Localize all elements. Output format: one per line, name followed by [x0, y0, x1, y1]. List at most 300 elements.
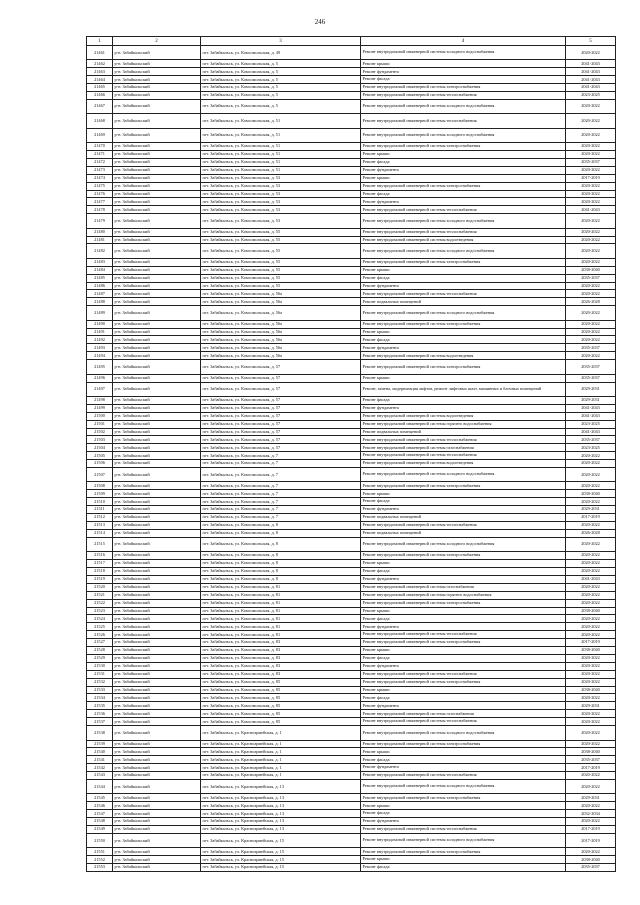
table-row	[87, 344, 616, 352]
municipality-cell: р-н. Забайкальский	[113, 599, 201, 607]
table-row	[87, 756, 616, 764]
table-row	[87, 537, 616, 551]
period-cell: 2020-2022	[566, 498, 616, 506]
table-row	[87, 802, 616, 810]
address-cell: пгт. Забайкальск, ул. Комсомольская, д. 7	[201, 482, 361, 490]
row-number-cell: 21489	[87, 306, 113, 320]
row-number-cell: 21483	[87, 258, 113, 266]
table-row	[87, 482, 616, 490]
row-number-cell: 21516	[87, 552, 113, 560]
row-number-cell: 21500	[87, 412, 113, 420]
row-number-cell: 21473	[87, 166, 113, 174]
municipality-cell: р-н. Забайкальский	[113, 214, 201, 228]
municipality-cell: р-н. Забайкальский	[113, 748, 201, 756]
work-type-cell: Ремонт внутридомовой инженерной системы водоотведения	[361, 412, 566, 420]
table-row	[87, 726, 616, 740]
period-cell: 2017-2019	[566, 764, 616, 772]
period-cell: 2038-2040	[566, 490, 616, 498]
work-type-cell: Ремонт фасада	[361, 190, 566, 198]
table-row	[87, 198, 616, 206]
period-cell: 2020-2022	[566, 198, 616, 206]
period-cell: 2020-2022	[566, 143, 616, 151]
municipality-cell: р-н. Забайкальский	[113, 290, 201, 298]
table-row	[87, 460, 616, 468]
row-number-cell: 21490	[87, 320, 113, 328]
address-cell: пгт. Забайкальск, ул. Комсомольская, д. 83	[201, 639, 361, 647]
municipality-cell: р-н. Забайкальский	[113, 228, 201, 236]
period-cell: 2038-2040	[566, 607, 616, 615]
work-type-cell: Ремонт фундамента	[361, 166, 566, 174]
row-number-cell: 21506	[87, 460, 113, 468]
row-number-cell: 21505	[87, 452, 113, 460]
row-number-cell: 21486	[87, 282, 113, 290]
table-row	[87, 575, 616, 583]
period-cell: 2020-2022	[566, 818, 616, 826]
row-number-cell: 21498	[87, 396, 113, 404]
address-cell: пгт. Забайкальск, ул. Комсомольская, д. 56а	[201, 290, 361, 298]
municipality-cell: р-н. Забайкальский	[113, 810, 201, 818]
address-cell: пгт. Забайкальск, ул. Комсомольская, д. 7	[201, 498, 361, 506]
municipality-cell: р-н. Забайкальский	[113, 412, 201, 420]
table-row	[87, 452, 616, 460]
work-type-cell: Ремонт внутридомовой инженерной системы электроснабжения	[361, 258, 566, 266]
row-number-cell: 21531	[87, 670, 113, 678]
table-row	[87, 374, 616, 382]
row-number-cell: 21521	[87, 591, 113, 599]
address-cell: пгт. Забайкальск, ул. Комсомольская, д. 7	[201, 460, 361, 468]
address-cell: пгт. Забайкальск, ул. Комсомольская, д. 83	[201, 662, 361, 670]
work-type-cell: Ремонт внутридомовой инженерной системы холодного водоснабжения	[361, 128, 566, 142]
period-cell: 2020-2022	[566, 128, 616, 142]
period-cell: 2020-2022	[566, 560, 616, 568]
table-row	[87, 607, 616, 615]
work-type-cell: Ремонт внутридомовой инженерной системы холодного водоснабжения	[361, 468, 566, 482]
table-row	[87, 826, 616, 834]
table-row	[87, 848, 616, 856]
row-number-cell: 21504	[87, 444, 113, 452]
table-row	[87, 686, 616, 694]
municipality-cell: р-н. Забайкальский	[113, 591, 201, 599]
address-cell: пгт. Забайкальск, ул. Комсомольская, д. 7	[201, 452, 361, 460]
work-type-cell: Ремонт внутридомовой инженерной системы электроснабжения	[361, 84, 566, 92]
address-cell: пгт. Забайкальск, ул. Комсомольская, д. 83	[201, 670, 361, 678]
table-row	[87, 498, 616, 506]
municipality-cell: р-н. Забайкальский	[113, 114, 201, 128]
period-cell: 2041-2043	[566, 412, 616, 420]
period-cell: 2020-2022	[566, 190, 616, 198]
address-cell: пгт. Забайкальск, ул. Комсомольская, д. 57	[201, 420, 361, 428]
work-type-cell: Ремонт внутридомовой инженерной системы газоснабжения	[361, 583, 566, 591]
work-type-cell: Ремонт внутридомовой инженерной системы теплоснабжения	[361, 452, 566, 460]
work-type-cell: Ремонт крыши	[361, 328, 566, 336]
address-cell: пгт. Забайкальск, ул. Комсомольская, д. 81	[201, 599, 361, 607]
row-number-cell: 21540	[87, 748, 113, 756]
table-row	[87, 490, 616, 498]
period-cell: 2038-2040	[566, 686, 616, 694]
row-number-cell: 21476	[87, 190, 113, 198]
table-row	[87, 128, 616, 142]
work-type-cell: Ремонт фундамента	[361, 506, 566, 514]
row-number-cell: 21496	[87, 374, 113, 382]
address-cell: пгт. Забайкальск, ул. Комсомольская, д. 57	[201, 412, 361, 420]
period-cell: 2038-2040	[566, 266, 616, 274]
work-type-cell: Ремонт крыши	[361, 266, 566, 274]
row-number-cell: 21497	[87, 382, 113, 396]
address-cell: пгт. Забайкальск, ул. Комсомольская, д. 81	[201, 607, 361, 615]
table-row	[87, 856, 616, 864]
municipality-cell: р-н. Забайкальский	[113, 182, 201, 190]
period-cell: 2020-2022	[566, 306, 616, 320]
address-cell: пгт. Забайкальск, ул. Комсомольская, д. 51	[201, 143, 361, 151]
period-cell: 2020-2022	[566, 537, 616, 551]
period-cell: 2020-2022	[566, 282, 616, 290]
table-row	[87, 228, 616, 236]
period-cell: 2020-2022	[566, 623, 616, 631]
row-number-cell: 21525	[87, 623, 113, 631]
municipality-cell: р-н. Забайкальский	[113, 702, 201, 710]
municipality-cell: р-н. Забайкальский	[113, 864, 201, 872]
address-cell: пгт. Забайкальск, ул. Комсомольская, д. 81	[201, 583, 361, 591]
address-cell: пгт. Забайкальск, ул. Комсомольская, д. 51	[201, 114, 361, 128]
address-cell: пгт. Забайкальск, ул. Комсомольская, д. 57	[201, 404, 361, 412]
table-row	[87, 158, 616, 166]
period-cell: 2020-2022	[566, 678, 616, 686]
row-number-cell: 21517	[87, 560, 113, 568]
address-cell: пгт. Забайкальск, ул. Комсомольская, д. 5	[201, 76, 361, 84]
period-cell: 2041-2043	[566, 76, 616, 84]
row-number-cell: 21465	[87, 84, 113, 92]
table-row	[87, 298, 616, 306]
table-row	[87, 412, 616, 420]
address-cell: пгт. Забайкальск, ул. Комсомольская, д. 56а	[201, 344, 361, 352]
row-number-cell: 21494	[87, 352, 113, 360]
table-row	[87, 282, 616, 290]
period-cell: 2017-2019	[566, 833, 616, 847]
municipality-cell: р-н. Забайкальский	[113, 718, 201, 726]
period-cell: 2023-2025	[566, 444, 616, 452]
period-cell: 2017-2019	[566, 639, 616, 647]
work-type-cell: Ремонт внутридомовой инженерной системы электроснабжения	[361, 848, 566, 856]
row-number-cell: 21487	[87, 290, 113, 298]
work-type-cell: Ремонт внутридомовой инженерной системы теплоснабжения	[361, 436, 566, 444]
work-type-cell: Ремонт фасада	[361, 654, 566, 662]
row-number-cell: 21467	[87, 99, 113, 113]
work-type-cell: Ремонт фасада	[361, 396, 566, 404]
municipality-cell: р-н. Забайкальский	[113, 174, 201, 182]
row-number-cell: 21553	[87, 864, 113, 872]
row-number-cell: 21547	[87, 810, 113, 818]
municipality-cell: р-н. Забайкальский	[113, 320, 201, 328]
municipality-cell: р-н. Забайкальский	[113, 404, 201, 412]
municipality-cell: р-н. Забайкальский	[113, 490, 201, 498]
period-cell: 2035-2037	[566, 158, 616, 166]
work-type-cell: Ремонт крыши	[361, 856, 566, 864]
row-number-cell: 21541	[87, 756, 113, 764]
period-cell: 2026-2028	[566, 298, 616, 306]
work-type-cell: Ремонт фундамента	[361, 818, 566, 826]
work-type-cell: Ремонт фасада	[361, 756, 566, 764]
table-header-row	[87, 37, 616, 46]
work-type-cell: Ремонт фундамента	[361, 404, 566, 412]
municipality-cell: р-н. Забайкальский	[113, 298, 201, 306]
row-number-cell: 21520	[87, 583, 113, 591]
work-type-cell: Ремонт внутридомовой инженерной системы холодного водоснабжения	[361, 99, 566, 113]
address-cell: пгт. Забайкальск, ул. Комсомольская, д. 57	[201, 360, 361, 374]
municipality-cell: р-н. Забайкальский	[113, 436, 201, 444]
row-number-cell: 21462	[87, 60, 113, 68]
period-cell: 2038-2040	[566, 647, 616, 655]
address-cell: пгт. Забайкальск, ул. Комсомольская, д. 56а	[201, 336, 361, 344]
row-number-cell: 21471	[87, 151, 113, 159]
municipality-cell: р-н. Забайкальский	[113, 396, 201, 404]
address-cell: пгт. Забайкальск, ул. Красноармейская, д. 1	[201, 756, 361, 764]
work-type-cell: Ремонт внутридомовой инженерной системы теплоснабжения	[361, 206, 566, 214]
address-cell: пгт. Забайкальск, ул. Комсомольская, д. 57	[201, 436, 361, 444]
work-type-cell: Ремонт внутридомовой инженерной системы теплоснабжения	[361, 670, 566, 678]
municipality-cell: р-н. Забайкальский	[113, 552, 201, 560]
work-type-cell: Ремонт крыши	[361, 490, 566, 498]
table-row	[87, 274, 616, 282]
address-cell: пгт. Забайкальск, ул. Красноармейская, д. 15	[201, 833, 361, 847]
table-row	[87, 583, 616, 591]
period-cell: 2020-2022	[566, 151, 616, 159]
municipality-cell: р-н. Забайкальский	[113, 794, 201, 802]
table-row	[87, 214, 616, 228]
period-cell: 2035-2037	[566, 344, 616, 352]
table-row	[87, 670, 616, 678]
address-cell: пгт. Забайкальск, ул. Красноармейская, д. 1	[201, 764, 361, 772]
address-cell: пгт. Забайкальск, ул. Комсомольская, д. 81	[201, 623, 361, 631]
row-number-cell: 21503	[87, 436, 113, 444]
work-type-cell: Ремонт внутридомовой инженерной системы водоотведения	[361, 460, 566, 468]
address-cell: пгт. Забайкальск, ул. Комсомольская, д. 57	[201, 396, 361, 404]
table-row	[87, 236, 616, 244]
row-number-cell: 21519	[87, 575, 113, 583]
work-type-cell: Ремонт внутридомовой инженерной системы холодного водоснабжения	[361, 833, 566, 847]
address-cell: пгт. Забайкальск, ул. Комсомольская, д. 5	[201, 60, 361, 68]
address-cell: пгт. Забайкальск, ул. Комсомольская, д. 5	[201, 99, 361, 113]
municipality-cell: р-н. Забайкальский	[113, 274, 201, 282]
table-row	[87, 662, 616, 670]
address-cell: пгт. Забайкальск, ул. Комсомольская, д. 85	[201, 710, 361, 718]
address-cell: пгт. Забайкальск, ул. Красноармейская, д. 15	[201, 864, 361, 872]
row-number-cell: 21509	[87, 490, 113, 498]
table-row	[87, 818, 616, 826]
municipality-cell: р-н. Забайкальский	[113, 468, 201, 482]
municipality-cell: р-н. Забайкальский	[113, 521, 201, 529]
row-number-cell: 21485	[87, 274, 113, 282]
work-type-cell: Ремонт фасада	[361, 274, 566, 282]
municipality-cell: р-н. Забайкальский	[113, 514, 201, 522]
address-cell: пгт. Забайкальск, ул. Комсомольская, д. 81	[201, 615, 361, 623]
municipality-cell: р-н. Забайкальский	[113, 670, 201, 678]
address-cell: пгт. Забайкальск, ул. Комсомольская, д. 51	[201, 128, 361, 142]
municipality-cell: р-н. Забайкальский	[113, 190, 201, 198]
table-row	[87, 60, 616, 68]
table-row	[87, 174, 616, 182]
period-cell: 2029-2031	[566, 396, 616, 404]
address-cell: пгт. Забайкальск, ул. Комсомольская, д. 83	[201, 647, 361, 655]
table-row	[87, 764, 616, 772]
work-type-cell: Ремонт фундамента	[361, 662, 566, 670]
table-row	[87, 244, 616, 258]
work-type-cell: Ремонт внутридомовой инженерной системы холодного водоснабжения	[361, 726, 566, 740]
work-type-cell: Ремонт фасада	[361, 498, 566, 506]
period-cell: 2020-2022	[566, 772, 616, 780]
municipality-cell: р-н. Забайкальский	[113, 360, 201, 374]
address-cell: пгт. Забайкальск, ул. Комсомольская, д. 55	[201, 282, 361, 290]
table-body	[87, 46, 616, 872]
row-number-cell: 21511	[87, 506, 113, 514]
municipality-cell: р-н. Забайкальский	[113, 84, 201, 92]
period-cell: 2020-2022	[566, 290, 616, 298]
row-number-cell: 21495	[87, 360, 113, 374]
work-type-cell: Ремонт фасада	[361, 810, 566, 818]
work-type-cell: Ремонт внутридомовой инженерной системы водоотведения	[361, 352, 566, 360]
municipality-cell: р-н. Забайкальский	[113, 615, 201, 623]
address-cell: пгт. Забайкальск, ул. Красноармейская, д. 13	[201, 826, 361, 834]
table-row	[87, 436, 616, 444]
table-row	[87, 772, 616, 780]
row-number-cell: 21522	[87, 599, 113, 607]
period-cell: 2020-2022	[566, 352, 616, 360]
address-cell: пгт. Забайкальск, ул. Комсомольская, д. 85	[201, 686, 361, 694]
municipality-cell: р-н. Забайкальский	[113, 772, 201, 780]
work-type-cell: Ремонт фундамента	[361, 344, 566, 352]
address-cell: пгт. Забайкальск, ул. Комсомольская, д. 85	[201, 718, 361, 726]
address-cell: пгт. Забайкальск, ул. Красноармейская, д. 13	[201, 780, 361, 794]
address-cell: пгт. Забайкальск, ул. Комсомольская, д. 55	[201, 236, 361, 244]
row-number-cell: 21537	[87, 718, 113, 726]
address-cell: пгт. Забайкальск, ул. Красноармейская, д. 15	[201, 856, 361, 864]
period-cell: 2020-2022	[566, 236, 616, 244]
address-cell: пгт. Забайкальск, ул. Красноармейская, д. 1	[201, 726, 361, 740]
work-type-cell: Ремонт крыши	[361, 151, 566, 159]
municipality-cell: р-н. Забайкальский	[113, 344, 201, 352]
row-number-cell: 21518	[87, 567, 113, 575]
work-type-cell: Ремонт внутридомовой инженерной системы электроснабжения	[361, 740, 566, 748]
row-number-cell: 21499	[87, 404, 113, 412]
table-row	[87, 68, 616, 76]
period-cell: 2041-2043	[566, 404, 616, 412]
address-cell: пгт. Забайкальск, ул. Комсомольская, д. 85	[201, 694, 361, 702]
row-number-cell: 21477	[87, 198, 113, 206]
table-row	[87, 84, 616, 92]
table-row	[87, 740, 616, 748]
row-number-cell: 21527	[87, 639, 113, 647]
municipality-cell: р-н. Забайкальский	[113, 726, 201, 740]
municipality-cell: р-н. Забайкальский	[113, 382, 201, 396]
row-number-cell: 21530	[87, 662, 113, 670]
address-cell: пгт. Забайкальск, ул. Комсомольская, д. 8	[201, 552, 361, 560]
table-row	[87, 599, 616, 607]
row-number-cell: 21478	[87, 206, 113, 214]
municipality-cell: р-н. Забайкальский	[113, 694, 201, 702]
table-row	[87, 810, 616, 818]
table-row	[87, 352, 616, 360]
work-type-cell: Ремонт крыши	[361, 560, 566, 568]
period-cell: 2020-2022	[566, 662, 616, 670]
table-row	[87, 623, 616, 631]
work-type-cell: Ремонт фундамента	[361, 702, 566, 710]
municipality-cell: р-н. Забайкальский	[113, 740, 201, 748]
period-cell: 2023-2025	[566, 420, 616, 428]
address-cell: пгт. Забайкальск, ул. Комсомольская, д. 81	[201, 591, 361, 599]
address-cell: пгт. Забайкальск, ул. Комсомольская, д. 81	[201, 631, 361, 639]
period-cell: 2020-2022	[566, 615, 616, 623]
work-type-cell: Ремонт внутридомовой инженерной системы электроснабжения	[361, 639, 566, 647]
row-number-cell: 21546	[87, 802, 113, 810]
work-type-cell: Ремонт внутридомовой инженерной системы теплоснабжения	[361, 228, 566, 236]
address-cell: пгт. Забайкальск, ул. Комсомольская, д. 8	[201, 521, 361, 529]
table-row	[87, 647, 616, 655]
row-number-cell: 21474	[87, 174, 113, 182]
table-row	[87, 382, 616, 396]
address-cell: пгт. Забайкальск, ул. Комсомольская, д. 51	[201, 166, 361, 174]
period-cell: 2020-2022	[566, 654, 616, 662]
municipality-cell: р-н. Забайкальский	[113, 328, 201, 336]
work-type-cell: Ремонт фундамента	[361, 764, 566, 772]
row-number-cell: 21526	[87, 631, 113, 639]
table-row	[87, 336, 616, 344]
row-number-cell: 21532	[87, 678, 113, 686]
municipality-cell: р-н. Забайкальский	[113, 76, 201, 84]
table-row	[87, 506, 616, 514]
period-cell: 2035-2037	[566, 274, 616, 282]
address-cell: пгт. Забайкальск, ул. Комсомольская, д. 57	[201, 374, 361, 382]
municipality-cell: р-н. Забайкальский	[113, 848, 201, 856]
period-cell: 2020-2022	[566, 780, 616, 794]
municipality-cell: р-н. Забайкальский	[113, 68, 201, 76]
work-type-cell: Ремонт фундамента	[361, 575, 566, 583]
work-type-cell: Ремонт внутридомовой инженерной системы холодного водоснабжения	[361, 537, 566, 551]
work-type-cell: Ремонт внутридомовой инженерной системы горячего водоснабжения	[361, 420, 566, 428]
municipality-cell: р-н. Забайкальский	[113, 244, 201, 258]
table-row	[87, 567, 616, 575]
work-type-cell: Ремонт крыши	[361, 374, 566, 382]
row-number-cell: 21480	[87, 228, 113, 236]
table-row	[87, 190, 616, 198]
address-cell: пгт. Забайкальск, ул. Комсомольская, д. 7	[201, 506, 361, 514]
row-number-cell: 21484	[87, 266, 113, 274]
table-row	[87, 114, 616, 128]
municipality-cell: р-н. Забайкальский	[113, 826, 201, 834]
work-type-cell: Ремонт крыши	[361, 174, 566, 182]
period-cell: 2020-2022	[566, 583, 616, 591]
work-type-cell: Ремонт внутридомовой инженерной системы холодного водоснабжения	[361, 306, 566, 320]
address-cell: пгт. Забайкальск, ул. Комсомольская, д. 53	[201, 206, 361, 214]
address-cell: пгт. Забайкальск, ул. Комсомольская, д. 7	[201, 490, 361, 498]
address-cell: пгт. Забайкальск, ул. Красноармейская, д. 1	[201, 772, 361, 780]
capital-repair-table	[86, 36, 616, 872]
period-cell: 2041-2043	[566, 68, 616, 76]
municipality-cell: р-н. Забайкальский	[113, 166, 201, 174]
municipality-cell: р-н. Забайкальский	[113, 567, 201, 575]
work-type-cell: Ремонт внутридомовой инженерной системы электроснабжения	[361, 552, 566, 560]
table-row	[87, 654, 616, 662]
work-type-cell: Ремонт внутридомовой инженерной системы теплоснабжения	[361, 521, 566, 529]
table-row	[87, 552, 616, 560]
table-row	[87, 360, 616, 374]
table-row	[87, 306, 616, 320]
address-cell: пгт. Забайкальск, ул. Комсомольская, д. 57	[201, 382, 361, 396]
row-number-cell: 21534	[87, 694, 113, 702]
address-cell: пгт. Забайкальск, ул. Комсомольская, д. 57	[201, 428, 361, 436]
municipality-cell: р-н. Забайкальский	[113, 639, 201, 647]
row-number-cell: 21529	[87, 654, 113, 662]
row-number-cell: 21472	[87, 158, 113, 166]
municipality-cell: р-н. Забайкальский	[113, 92, 201, 100]
